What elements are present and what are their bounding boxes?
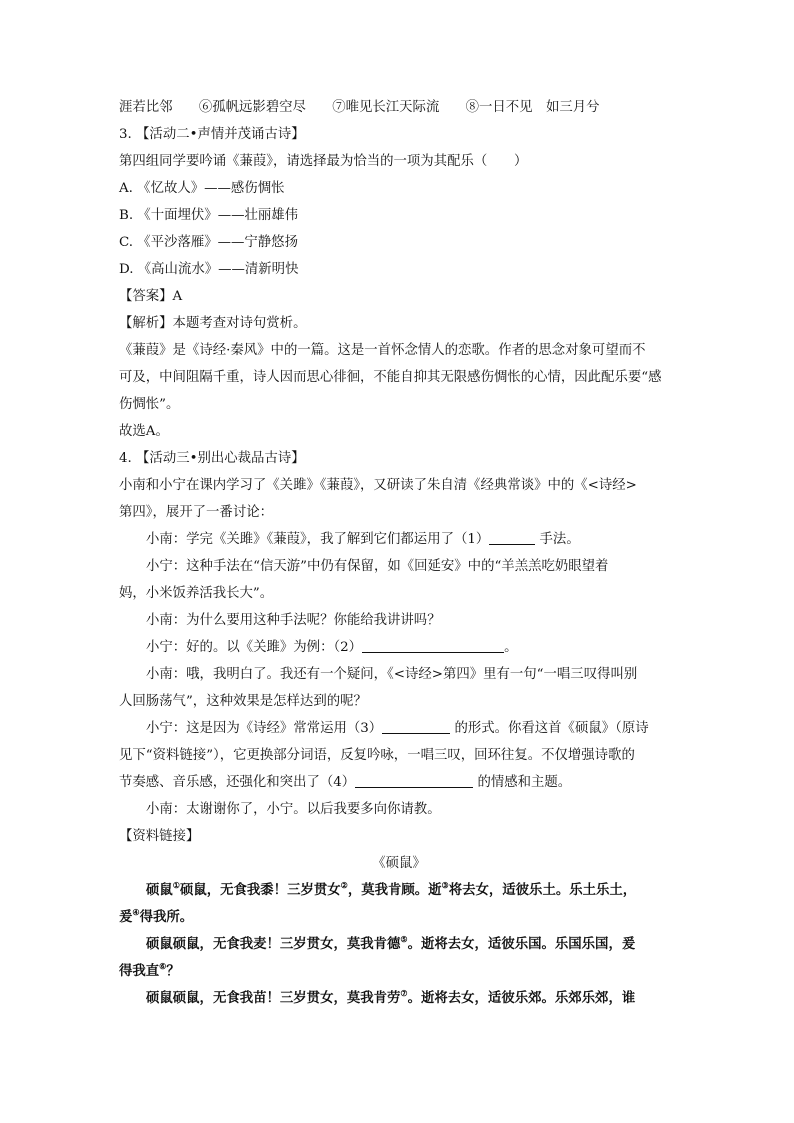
note-marker-5: ⑤ — [400, 934, 408, 944]
q3-analysis-line-2: 可及，中间阻隔千重，诗人因而思心徘徊，不能自抑其无限感伤惆怅的心情，因此配乐要“感 — [119, 370, 662, 385]
dialogue-4-tail: 。 — [504, 640, 518, 655]
note-marker-1: ① — [172, 880, 180, 890]
note-marker-6: ⑥ — [159, 961, 167, 971]
q4-intro-line-1: 小南和小宁在课内学习了《关雎》《蒹葭》，又研读了朱自清《经典常谈》中的《<诗经> — [119, 478, 637, 493]
q3-header: 3. 【活动二•声情并茂诵古诗】 — [119, 127, 305, 142]
resource-label: 【资料链接】 — [119, 829, 200, 844]
q3-conclusion: 故选A。 — [119, 424, 169, 439]
poem-text: ？ — [166, 963, 180, 979]
q3-option-a: A. 《忆故人》——感伤惆怅 — [119, 181, 285, 196]
blank-2[interactable] — [362, 637, 504, 653]
poem-text: 将去女，适彼乐土。乐土乐土， — [448, 882, 637, 898]
poem-title: 《硕鼠》 — [372, 856, 426, 871]
dialogue-1-tail: 手法。 — [539, 532, 580, 547]
poem-text: 硕鼠硕鼠，无食我苗！三岁贯女，莫我肯劳 — [146, 990, 401, 1006]
dialogue-5-line-1: 小南：哦，我明白了。我还有一个疑问，《<诗经>第四》里有一句“一唱三叹得叫别 — [146, 667, 638, 682]
q3-stem: 第四组同学要吟诵《蒹葭》，请选择最为恰当的一项为其配乐（ ） — [119, 154, 528, 169]
q4-header: 4. 【活动三•别出心裁品古诗】 — [119, 451, 305, 466]
top-line-part3: ⑦唯见长江天际流 — [332, 100, 440, 115]
poem-stanza-3-line-1 — [119, 985, 679, 1012]
poem-text: 硕鼠硕鼠，无食我麦！三岁贯女，莫我肯德 — [146, 936, 401, 952]
note-marker-3: ③ — [441, 880, 449, 890]
poem-stanza-1-line-1 — [119, 877, 679, 904]
top-line-part1: 涯若比邻 — [119, 100, 173, 115]
q3-option-c: C. 《平沙落雁》——宁静悠扬 — [119, 235, 298, 250]
document-page — [119, 94, 679, 1012]
poem-stanza-2-line-1 — [119, 931, 679, 958]
top-line — [119, 94, 679, 121]
dialogue-6-tail: 的形式。你看这首《硕鼠》（原诗 — [454, 721, 649, 736]
q3-option-d: D. 《高山流水》——清新明快 — [119, 262, 299, 277]
dialogue-2-line-2: 妈，小米饭养活我长大”。 — [119, 586, 274, 601]
poem-text: 硕鼠，无食我黍！三岁贯女 — [179, 882, 341, 898]
q4-intro-line-2: 第四》，展开了一番讨论： — [119, 505, 273, 520]
poem-stanza-1-line-2 — [119, 904, 679, 931]
poem-text: 爰 — [119, 909, 133, 925]
dialogue-6-line-2: 见下“资料链接”），它更换部分词语，反复吟咏，一唱三叹，回环往复。不仅增强诗歌的 — [119, 748, 635, 763]
dialogue-6-line-3-text: 节奏感、音乐感，还强化和突出了（4） — [119, 775, 356, 790]
top-line-part4: ⑧一日不见 如三月兮 — [465, 100, 600, 115]
dialogue-5-line-2: 人回肠荡气”，这种效果是怎样达到的呢？ — [119, 694, 367, 709]
dialogue-6-line-1 — [119, 715, 679, 742]
q3-analysis: 【解析】本题考查对诗句赏析。 — [119, 316, 307, 331]
dialogue-6-line-3-tail: 的情感和主题。 — [477, 775, 572, 790]
blank-4[interactable] — [355, 772, 473, 788]
note-marker-2: ② — [340, 880, 348, 890]
blank-1[interactable] — [489, 529, 535, 545]
note-marker-7: ⑦ — [400, 988, 408, 998]
dialogue-7: 小南：太谢谢你了，小宁。以后我要多向你请教。 — [146, 802, 441, 817]
dialogue-4-text: 小宁：好的。以《关雎》为例：（2） — [146, 640, 363, 655]
dialogue-6-line-3 — [119, 769, 679, 796]
q3-analysis-line-3: 伤惆怅”。 — [119, 397, 180, 412]
note-marker-4: ④ — [132, 907, 140, 917]
poem-text: 硕鼠 — [146, 882, 173, 898]
blank-3[interactable] — [382, 718, 450, 734]
dialogue-6-text: 小宁：这是因为《诗经》常常运用（3） — [146, 721, 383, 736]
top-line-part2: ⑥孤帆远影碧空尽 — [198, 100, 306, 115]
dialogue-4 — [119, 634, 679, 661]
dialogue-3: 小南：为什么要用这种手法呢？你能给我讲讲吗？ — [146, 613, 441, 628]
poem-stanza-2-line-2 — [119, 958, 679, 985]
q3-answer: 【答案】A — [119, 289, 183, 304]
dialogue-2-line-1: 小宁：这种手法在“信天游”中仍有保留，如《回延安》中的“羊羔羔吃奶眼望着 — [146, 559, 609, 574]
q3-analysis-line-1: 《蒹葭》是《诗经·秦风》中的一篇。这是一首怀念情人的恋歌。作者的思念对象可望而不 — [119, 343, 646, 358]
poem-text: 。逝将去女，适彼乐国。乐国乐国，爰 — [407, 936, 636, 952]
dialogue-1-text: 小南：学完《关雎》《蒹葭》，我了解到它们都运用了（1） — [146, 532, 490, 547]
q3-option-b: B. 《十面埋伏》——壮丽雄伟 — [119, 208, 299, 223]
dialogue-1 — [119, 526, 679, 553]
poem-text: ，莫我肯顾。逝 — [347, 882, 442, 898]
poem-text: 得我直 — [119, 963, 160, 979]
poem-text: 。逝将去女，适彼乐郊。乐郊乐郊，谁 — [407, 990, 636, 1006]
poem-text: 得我所。 — [139, 909, 194, 925]
